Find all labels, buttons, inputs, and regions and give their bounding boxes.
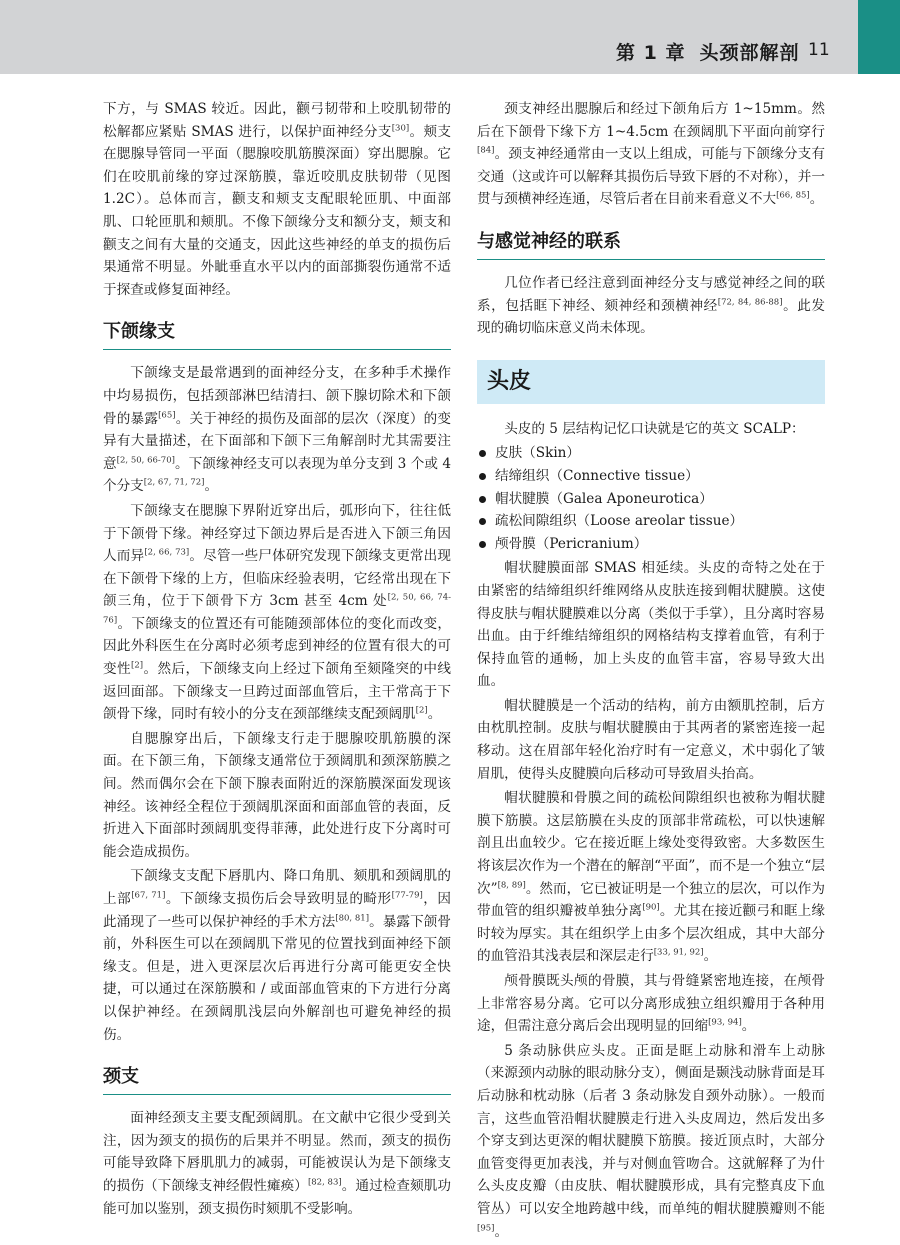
citation[interactable]: [72, 84, 86-88] [717,297,783,308]
paragraph: 自腮腺穿出后，下颌缘支行走于腮腺咬肌筋膜的深面。在下颌三角，下颌缘支通常位于颈阔肌和颈深筋膜之间。然而偶尔会在下颌下腺表面附近的深筋膜深面发现该神经。该神经全程位于颈阔肌深面和面部血管的表面，反折进入下面部时颈阔肌变得菲薄，此处进行皮下分离时可能会造成损伤。 [103,730,451,860]
paragraph: 颅骨膜既头颅的骨膜，其与骨缝紧密地连接，在颅骨上非常容易分离。它可以分离形成独立组织瓣用于各种用途，但需注意分离后会出现明显的回缩[93, 94]。 [477,973,825,1035]
citation[interactable]: [2] [131,660,144,671]
bullet-icon [479,450,486,457]
list-item: 结缔组织（Connective tissue） [477,465,825,488]
list-item: 颅骨膜（Pericranium） [477,533,825,556]
citation[interactable]: [80, 81] [335,913,370,924]
chapter-title [616,38,799,65]
bullet-icon [479,541,486,548]
bullet-icon [479,473,486,480]
citation[interactable]: [2, 50, 66-70] [116,455,175,466]
figure-link[interactable]: 图 1.2C [103,168,451,208]
citation[interactable]: [65] [158,410,176,420]
chapter-tab [858,0,900,74]
chapter-number: 第 1 章 [616,42,686,64]
paragraph: 下颌缘支是最常遇到的面神经分支，在多种手术操作中均易损伤，包括颈部淋巴结清扫、颌下腺切除术和下颌骨的暴露[65]。关于神经的损伤及面部的层次（深度）的变异有大量描述，在下面部和下颌下三角解剖时尤其需要注意[2, 50, 66-70]。下颌缘神经支可以表现为单分支到 3 个或 4 个分支[2, 67, 71, 72]。 [103,365,452,495]
paragraph: 帽状腱膜面部 SMAS 相延续。头皮的奇特之处在于由紧密的结缔组织纤维网络从皮肤连接到帽状腱膜。这使得皮肤与帽状腱膜难以分离（类似于手掌），且分离时容易出血。由于纤维结缔组织的网格结构支撑着血管，有利于保持血管的通畅，加上头皮的血管丰富，容易导致大出血。 [477,560,825,690]
section-heading-sensory: 与感觉神经的联系 [477,229,825,260]
citation[interactable]: [77-79] [391,890,423,901]
paragraph: 5 条动脉供应头皮。正面是眶上动脉和滑车上动脉（来源颈内动脉的眼动脉分支），侧面是颞浅动脉背面是耳后动脉和枕动脉（后者 3 条动脉发自颈外动脉）。一般而言，这些血管沿帽状腱膜走行进入头皮周边，然后发出多个穿支到达更深的帽状腱膜下筋膜。接近顶点时，大部分血管变得更加表浅，并与对侧血管吻合。这就解释了为什么头皮皮瓣（由皮肤、帽状腱膜形成，具有完整真皮下血管丛）可以安全地跨越中线，而单纯的帽状腱膜瓣则不能[95]。 [477,1042,825,1240]
scalp-layer-list [477,442,825,555]
paragraph: 面神经颈支主要支配颈阔肌。在文献中它很少受到关注，因为颈支的损伤的后果并不明显。然而，颈支的损伤可能导致降下唇肌肌力的减弱，可能被误认为是下颌缘支的损伤（下颌缘支神经假性瘫痪）[82, 83]。通过检查颏肌功能可加以鉴别，颈支损伤时颏肌不受影响。 [103,1110,452,1217]
citation[interactable]: [8, 89] [497,880,526,891]
page-number: 11 [808,40,830,60]
paragraph: 帽状腱膜和骨膜之间的疏松间隙组织也被称为帽状腱膜下筋膜。这层筋膜在头皮的顶部非常疏松，可以快速解剖且出血较少。它在接近眶上缘处变得致密。大多数医生将该层次作为一个潜在的解剖“平面”，而不是一个独立“层次”[8, 89]。然而，它已被证明是一个独立的层次，可以作为带血管的组织瓣被单独分离[90]。尤其在接近颧弓和眶上缘时较为厚实。其在组织学上由多个层次组成，其中大部分的血管沿其浅表层和深层走行[33, 91, 92]。 [477,790,826,965]
citation[interactable]: [2] [415,705,428,716]
list-item: 疏松间隙组织（Loose areolar tissue） [477,510,825,533]
section-heading-mandibular: 下颌缘支 [103,319,451,350]
list-item: 皮肤（Skin） [477,442,825,465]
citation[interactable]: [2, 67, 71, 72] [143,477,205,488]
chapter-name: 头颈部解剖 [699,42,800,64]
citation[interactable]: [90] [642,902,660,913]
citation[interactable]: [84] [477,145,495,156]
paragraph: 颈支神经出腮腺后和经过下颌角后方 1~15mm。然后在下颌骨下缘下方 1~4.5cm 在颈阔肌下平面向前穿行[84]。颈支神经通常由一支以上组成，可能与下颌缘分支有交通（这或许可以解释其损伤后导致下唇的不对称），并一贯与颈横神经连通，尽管后者在目前来看意义不大[66, 85]。 [477,101,825,208]
left-column [103,98,451,1222]
bullet-icon [479,518,486,525]
citation[interactable]: [66, 85] [776,190,810,201]
citation[interactable]: [93, 94] [708,1017,742,1028]
bullet-icon [479,496,486,503]
citation[interactable]: [2, 50, 66, 74-76] [103,592,451,626]
paragraph: 下方，与 SMAS 较近。因此，颧弓韧带和上咬肌韧带的松解都应紧贴 SMAS 进行，以保护面神经分支[30]。颊支在腮腺导管同一平面（腮腺咬肌筋膜深面）穿出腮腺。它们在咬肌前缘的穿过深筋膜，靠近咬肌皮肤韧带（见图 1.2C）。总体而言，颧支和颊支支配眼轮匝肌、中面部肌、口轮匝肌和颊肌。不像下颌缘分支和额分支，颊支和颧支之间有大量的交通支，因此这些神经的单支的损伤后果通常不明显。外眦垂直水平以内的面部撕裂伤通常不适于探查或修复面神经。 [103,101,451,298]
citation[interactable]: [67, 71] [131,890,166,901]
citation[interactable]: [33, 91, 92] [653,947,704,958]
paragraph: 帽状腱膜是一个活动的结构，前方由额肌控制，后方由枕肌控制。皮肤与帽状腱膜由于其两者的紧密连接一起移动。这在眉部年轻化治疗时有一定意义，术中弱化了皱眉肌，使得头皮腱膜向后移动可导致眉头抬高。 [477,697,825,782]
section-heading-scalp: 头皮 [477,360,825,404]
section-heading-cervical: 颈支 [103,1064,451,1095]
paragraph: 下颌缘支在腮腺下界附近穿出后，弧形向下，往往低于下颌骨下缘。神经穿过下颌边界后是否进入下颌三角因人而异[2, 66, 73]。尽管一些尸体研究发现下颌缘支更常出现在下颌骨下缘的上方，但临床经验表明，它经常出现在下颌三角，位于下颌骨下方 3cm 甚至 4cm 处[2, 50, 66, 74-76]。下颌缘支的位置还有可能随颈部体位的变化而改变，因此外科医生在分离时必须考虑到神经的位置有很大的可变性[2]。然后，下颌缘支向上经过下颌角至颏隆突的中线返回面部。下颌缘支一旦跨过面部血管后，主干常高于下颌骨下缘，同时有较小的分支在颈部继续支配颈阔肌[2]。 [103,502,452,723]
right-column [477,98,825,1245]
paragraph: 下颌缘支支配下唇肌内、降口角肌、颏肌和颈阔肌的上部[67, 71]。下颌缘支损伤后会导致明显的畸形[77-79]，因此涌现了一些可以保护神经的手术方法[80, 81]。暴露下颌骨前，外科医生可以在颈阔肌下常见的位置找到面神经下颌缘支。但是，进入更深层次后再进行分离可能更安全快捷，可以通过在深筋膜和 / 或面部血管束的下方进行分离以保护神经。在颈阔肌浅层向外解剖也可避免神经的损伤。 [103,868,452,1043]
paragraph: 头皮的 5 层结构记忆口诀就是它的英文 SCALP： [504,420,805,437]
citation[interactable]: [30] [391,123,410,134]
list-item: 帽状腱膜（Galea Aponeurotica） [477,488,825,511]
paragraph: 几位作者已经注意到面神经分支与感觉神经之间的联系，包括眶下神经、颏神经和颈横神经[72, 84, 86-88]。此发现的确切临床意义尚未体现。 [477,274,826,337]
citation[interactable]: [82, 83] [307,1177,342,1188]
citation[interactable]: [95] [477,1223,495,1233]
citation[interactable]: [2, 66, 73] [144,547,190,558]
